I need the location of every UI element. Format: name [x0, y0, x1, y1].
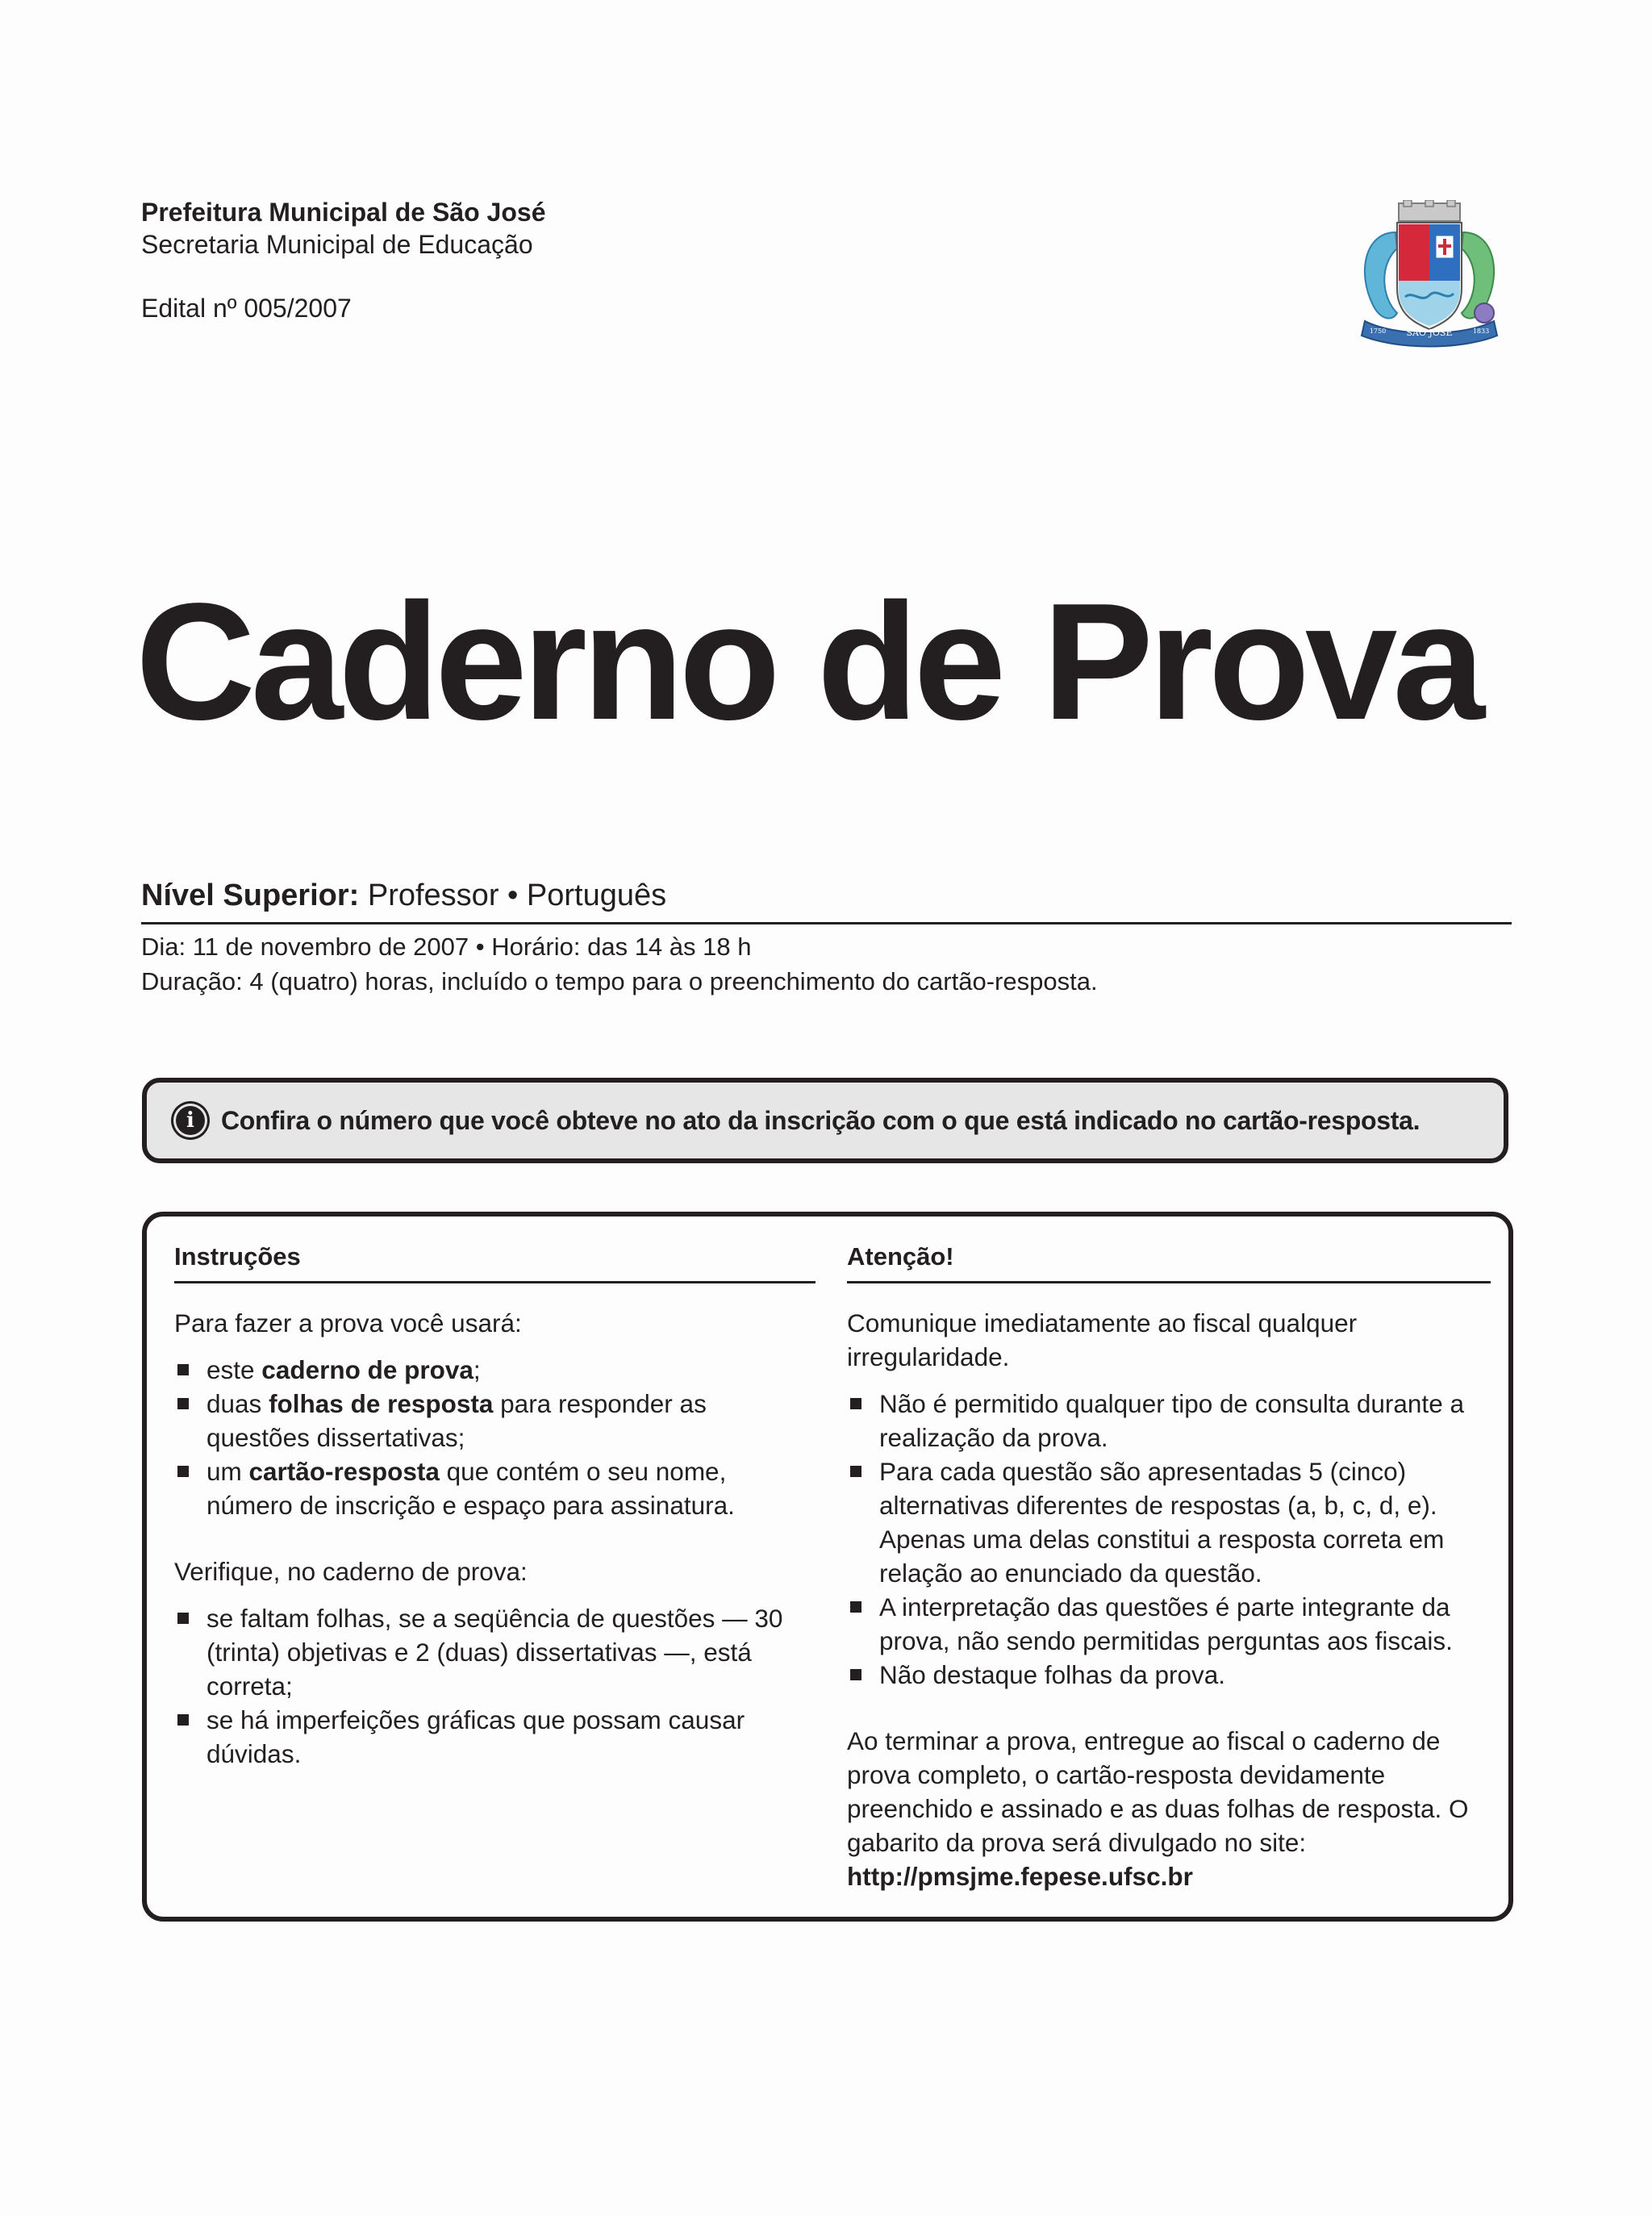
- list-item: Não é permitido qualquer tipo de consulta durante a realização da prova.: [847, 1387, 1491, 1454]
- verify-intro: Verifique, no caderno de prova:: [174, 1557, 528, 1586]
- list-item: duas folhas de resposta para responder as questões dissertativas;: [174, 1387, 816, 1454]
- edital-number: Edital nº 005/2007: [141, 294, 352, 323]
- list-item: um cartão-resposta que contém o seu nome, número de inscrição e espaço para assinatura.: [174, 1454, 816, 1522]
- verify-list: [174, 1601, 816, 1771]
- svg-text:SÃO JOSÉ: SÃO JOSÉ: [1406, 328, 1453, 338]
- instructions-box: [142, 1212, 1513, 1922]
- svg-text:1833: 1833: [1472, 328, 1490, 335]
- exam-level: [141, 876, 666, 915]
- notice-text: Confira o número que você obteve no ato da inscrição com o que está indicado no cartão-resposta.: [221, 1105, 1420, 1135]
- level-divider: [141, 922, 1512, 924]
- instructions-heading: Instruções: [174, 1241, 816, 1283]
- svg-text:1750: 1750: [1369, 328, 1387, 335]
- organization-name: Prefeitura Municipal de São José: [141, 198, 546, 227]
- list-item: se há imperfeições gráficas que possam causar dúvidas.: [174, 1703, 816, 1771]
- attention-column: [847, 1241, 1491, 1893]
- materials-list: [174, 1353, 816, 1522]
- attention-heading: Atenção!: [847, 1241, 1491, 1283]
- secretariat-name: Secretaria Municipal de Educação: [141, 230, 533, 259]
- list-item: este caderno de prova;: [174, 1353, 816, 1387]
- rules-list: [847, 1387, 1491, 1692]
- page-title: Caderno de Prova: [136, 569, 1480, 754]
- instructions-intro: Para fazer a prova você usará:: [174, 1308, 522, 1338]
- closing-text: Ao terminar a prova, entregue ao fiscal o caderno de prova completo, o cartão-resposta devidamente preenchido e assinado e as duas folhas de resposta. O gabarito da prova será divulgado no site:: [847, 1726, 1469, 1857]
- list-item: Para cada questão são apresentadas 5 (cinco) alternativas diferentes de respostas (a, b, c, d, e). Apenas uma delas constitui a resposta correta em relação ao enunciado da questão.: [847, 1454, 1491, 1590]
- results-url-link[interactable]: http://pmsjme.fepese.ufsc.br: [847, 1862, 1193, 1891]
- list-item: Não destaque folhas da prova.: [847, 1658, 1491, 1692]
- exam-level-value: Professor • Português: [367, 878, 667, 912]
- list-item: se faltam folhas, se a seqüência de questões — 30 (trinta) objetivas e 2 (duas) dissertativas —, está correta;: [174, 1601, 816, 1703]
- exam-level-label: Nível Superior:: [141, 878, 360, 912]
- list-item: A interpretação das questões é parte integrante da prova, não sendo permitidas perguntas aos fiscais.: [847, 1590, 1491, 1658]
- municipal-coat-of-arms-icon: [1349, 200, 1510, 350]
- instructions-column: [174, 1241, 816, 1771]
- exam-date: Dia: 11 de novembro de 2007 • Horário: das 14 às 18 h: [141, 933, 752, 961]
- exam-duration: Duração: 4 (quatro) horas, incluído o tempo para o preenchimento do cartão-resposta.: [141, 967, 1098, 995]
- notice-box: [142, 1078, 1508, 1163]
- info-icon: i: [176, 1106, 205, 1135]
- attention-intro: Comunique imediatamente ao fiscal qualquer irregularidade.: [847, 1308, 1358, 1371]
